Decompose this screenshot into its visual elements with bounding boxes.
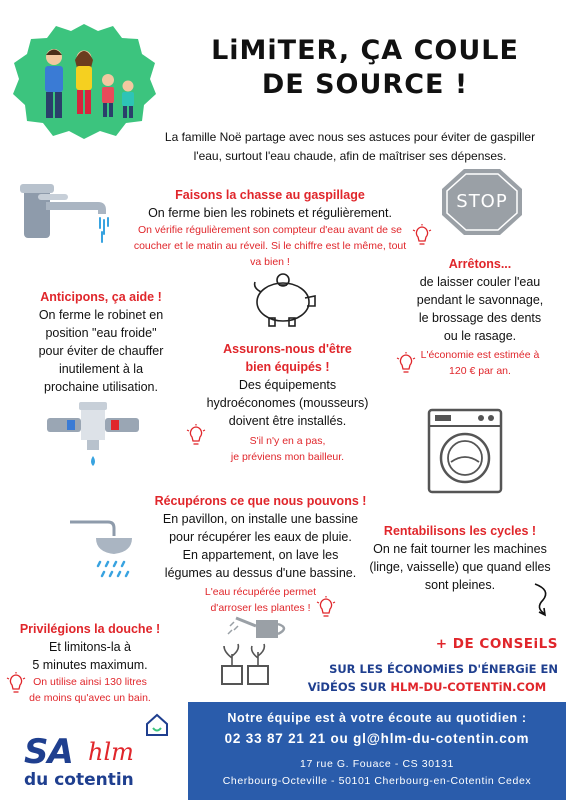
tip-stop-body-4: ou le rasage. bbox=[443, 329, 517, 343]
tip-equipes-body-3: doivent être installés. bbox=[228, 414, 347, 428]
mixer-tap-icon bbox=[45, 400, 140, 475]
tip-equipes-note-2: je préviens mon bailleur. bbox=[230, 451, 345, 463]
logo-name: du cotentin bbox=[24, 770, 134, 790]
tip-stop-body-1: de laisser couler l'eau bbox=[419, 275, 541, 289]
shower-icon bbox=[48, 512, 138, 590]
tip-anticipons-body-1: On ferme le robinet en bbox=[38, 308, 164, 322]
tip-equipes-heading-2: bien équipés ! bbox=[245, 360, 330, 374]
logo-hlm: hlm bbox=[88, 738, 134, 766]
website-link[interactable]: HLM-DU-COTENTiN.COM bbox=[390, 680, 547, 694]
family-illustration bbox=[12, 22, 157, 140]
tip-stop-body-3: le brossage des dents bbox=[418, 311, 542, 325]
more-advice-heading: + DE CONSEiLS bbox=[435, 636, 558, 652]
more-advice-videos-label: ViDÉOS SUR bbox=[307, 680, 391, 694]
tip-stop bbox=[405, 255, 555, 379]
tip-recuperons-body-2: pour récupérer les eaux de pluie. bbox=[169, 530, 352, 544]
tip-recuperons-body-4: légumes au dessus d'une bassine. bbox=[164, 566, 357, 580]
tip-chasse-note-3: va bien ! bbox=[250, 256, 290, 268]
family-badge bbox=[12, 22, 157, 140]
tip-equipes bbox=[195, 340, 380, 465]
footer-team-line: Notre équipe est à votre écoute au quotidien : bbox=[227, 711, 527, 725]
tip-stop-body-2: pendant le savonnage, bbox=[416, 293, 544, 307]
tip-recuperons-heading: Récupérons ce que nous pouvons ! bbox=[154, 494, 367, 508]
tip-anticipons-heading: Anticipons, ça aide ! bbox=[40, 290, 162, 304]
intro-text bbox=[150, 128, 550, 166]
tip-douche-body-1: Et limitons-la à bbox=[49, 640, 131, 654]
tip-anticipons-body-3: pour éviter de chauffer bbox=[38, 344, 164, 358]
tip-equipes-note-1: S'il n'y en a pas, bbox=[249, 435, 326, 447]
footer-contact-line[interactable]: 02 33 87 21 21 ou gl@hlm-du-cotentin.com bbox=[224, 731, 530, 746]
tip-recuperons-body-3: En appartement, on lave les bbox=[182, 548, 339, 562]
washing-machine-icon bbox=[427, 408, 503, 494]
more-advice-line-2: SUR LES ÉCONOMiES D'ÉNERGiE EN bbox=[329, 662, 558, 676]
tip-recuperons-note-1: L'eau récupérée permet bbox=[204, 586, 317, 598]
tip-anticipons-body-5: prochaine utilisation. bbox=[44, 380, 158, 394]
idea-bulb-icon bbox=[186, 424, 206, 453]
tip-stop-note-2: 120 € par an. bbox=[449, 365, 511, 377]
piggy-bank-icon bbox=[245, 270, 325, 328]
tip-equipes-heading-1: Assurons-nous d'être bbox=[223, 342, 352, 356]
title-line-1: LiMiTER, ÇA COULE bbox=[211, 35, 519, 66]
tip-cycles-body-1: On ne fait tourner les machines bbox=[373, 542, 547, 556]
tip-chasse-heading: Faisons la chasse au gaspillage bbox=[175, 188, 365, 202]
tip-recuperons bbox=[138, 492, 383, 616]
tip-douche-note-1: On utilise ainsi 130 litres bbox=[33, 676, 147, 688]
tip-douche-note-2: de moins qu'avec un bain. bbox=[29, 692, 151, 704]
tip-stop-note-1: L'économie est estimée à bbox=[420, 349, 540, 361]
footer-address-line-1: 17 rue G. Fouace - CS 30131 bbox=[300, 758, 454, 770]
sa-hlm-logo bbox=[24, 732, 174, 794]
tip-cycles-body-2: (linge, vaisselle) que quand elles bbox=[369, 560, 551, 574]
stop-sign-icon bbox=[440, 167, 524, 237]
tip-cycles-heading: Rentabilisons les cycles ! bbox=[383, 524, 537, 538]
tip-anticipons-body-2: position "eau froide" bbox=[45, 326, 157, 340]
tip-equipes-body-1: Des équipements bbox=[238, 378, 337, 392]
contact-footer bbox=[188, 702, 566, 800]
tip-stop-heading: Arrêtons... bbox=[448, 257, 512, 271]
idea-bulb-icon bbox=[396, 352, 416, 381]
tip-anticipons bbox=[12, 288, 190, 396]
house-icon bbox=[144, 712, 170, 738]
tip-douche-body-2: 5 minutes maximum. bbox=[32, 658, 148, 672]
idea-bulb-icon bbox=[412, 224, 432, 253]
more-advice bbox=[296, 636, 558, 694]
watering-can-icon bbox=[212, 614, 294, 688]
idea-bulb-icon bbox=[316, 596, 336, 625]
faucet-icon bbox=[18, 180, 113, 250]
footer-address-line-2: Cherbourg-Octeville - 50101 Cherbourg-en-Cotentin Cedex bbox=[222, 775, 532, 787]
curly-arrow-icon bbox=[527, 582, 557, 618]
tip-recuperons-note-2: d'arroser les plantes ! bbox=[210, 602, 311, 614]
tip-chasse-note-2: coucher et le matin au réveil. Si le chiffre est le même, tout bbox=[133, 240, 407, 252]
tip-equipes-body-2: hydroéconomes (mousseurs) bbox=[206, 396, 369, 410]
tip-chasse-body: On ferme bien les robinets et régulièrement. bbox=[148, 206, 392, 220]
more-advice-line-3 bbox=[296, 680, 558, 694]
intro-line-2: l'eau, surtout l'eau chaude, afin de maîtriser ses dépenses. bbox=[193, 149, 507, 163]
tip-recuperons-body-1: En pavillon, on installe une bassine bbox=[162, 512, 359, 526]
idea-bulb-icon bbox=[6, 672, 26, 701]
title-line-2: DE SOURCE ! bbox=[261, 69, 469, 100]
page-title bbox=[170, 34, 560, 102]
tip-douche-heading: Privilégions la douche ! bbox=[19, 622, 161, 636]
tip-douche bbox=[10, 620, 170, 706]
stop-sign-label: STOP bbox=[456, 191, 508, 212]
logo-sa: SA bbox=[24, 732, 73, 772]
tip-anticipons-body-4: inutilement à la bbox=[58, 362, 144, 376]
tip-cycles-body-3: sont pleines. bbox=[424, 578, 496, 592]
tip-chasse bbox=[120, 186, 420, 270]
intro-line-1: La famille Noë partage avec nous ses astuces pour éviter de gaspiller bbox=[164, 130, 536, 144]
tip-chasse-note-1: On vérifie régulièrement son compteur d'eau avant de se bbox=[137, 224, 403, 236]
